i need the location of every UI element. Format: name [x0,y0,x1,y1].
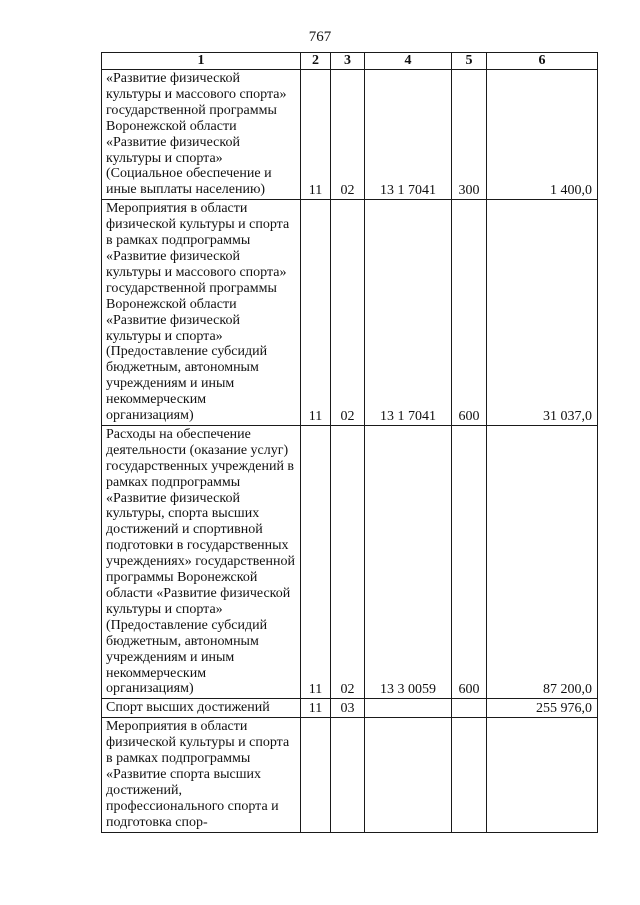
table-header-row [102,53,598,70]
page-number: 767 [308,29,332,45]
amount-cell [487,718,598,832]
row-name-cell: Расходы на обеспечение деятельности (оказание услуг) государственных учреждений в рамках подпрограммы «Развитие физической культуры, спорта высших достижений и спортивной подготовки в государственных учреждениях» государственной программы Воронежской области «Развитие физической культуры и спорта» (Предоставление субсидий бюджетным, автономным учреждениям и иным некоммерческим организациям) [102,425,301,698]
target-article-cell [365,699,452,718]
subsection-cell: 03 [331,699,365,718]
amount-cell: 255 976,0 [487,699,598,718]
section-cell [301,718,331,832]
table-row [102,200,598,426]
section-cell: 11 [301,200,331,426]
target-article-cell: 13 3 0059 [365,425,452,698]
row-name-cell: «Развитие физической культуры и массового спорта» государственной программы Воронежской области «Развитие физической культуры и спорта» (Социальное обеспечение и иные выплаты населению) [102,70,301,200]
column-header: 3 [331,53,365,70]
column-header: 6 [487,53,598,70]
expense-type-cell [452,699,487,718]
subsection-cell: 02 [331,425,365,698]
budget-table [101,52,598,833]
expense-type-cell: 600 [452,425,487,698]
row-name-cell: Мероприятия в области физической культуры и спорта в рамках подпрограммы «Развитие спорта высших достижений, профессионального спорта и подготовка спор- [102,718,301,832]
subsection-cell: 02 [331,200,365,426]
table-row [102,70,598,200]
target-article-cell [365,718,452,832]
target-article-cell: 13 1 7041 [365,70,452,200]
section-cell: 11 [301,699,331,718]
amount-cell: 1 400,0 [487,70,598,200]
column-header: 4 [365,53,452,70]
table-row [102,425,598,698]
subsection-cell [331,718,365,832]
column-header: 5 [452,53,487,70]
column-header: 2 [301,53,331,70]
table-row [102,699,598,718]
section-cell: 11 [301,70,331,200]
expense-type-cell [452,718,487,832]
expense-type-cell: 300 [452,70,487,200]
row-name-cell: Мероприятия в области физической культуры и спорта в рамках подпрограммы «Развитие физической культуры и массового спорта» государственной программы Воронежской области «Развитие физической культуры и спорта» (Предоставление субсидий бюджетным, автономным учреждениям и иным некоммерческим организациям) [102,200,301,426]
table-row [102,718,598,832]
expense-type-cell: 600 [452,200,487,426]
section-cell: 11 [301,425,331,698]
subsection-cell: 02 [331,70,365,200]
row-name-cell: Спорт высших достижений [102,699,301,718]
amount-cell: 87 200,0 [487,425,598,698]
column-header: 1 [102,53,301,70]
amount-cell: 31 037,0 [487,200,598,426]
target-article-cell: 13 1 7041 [365,200,452,426]
